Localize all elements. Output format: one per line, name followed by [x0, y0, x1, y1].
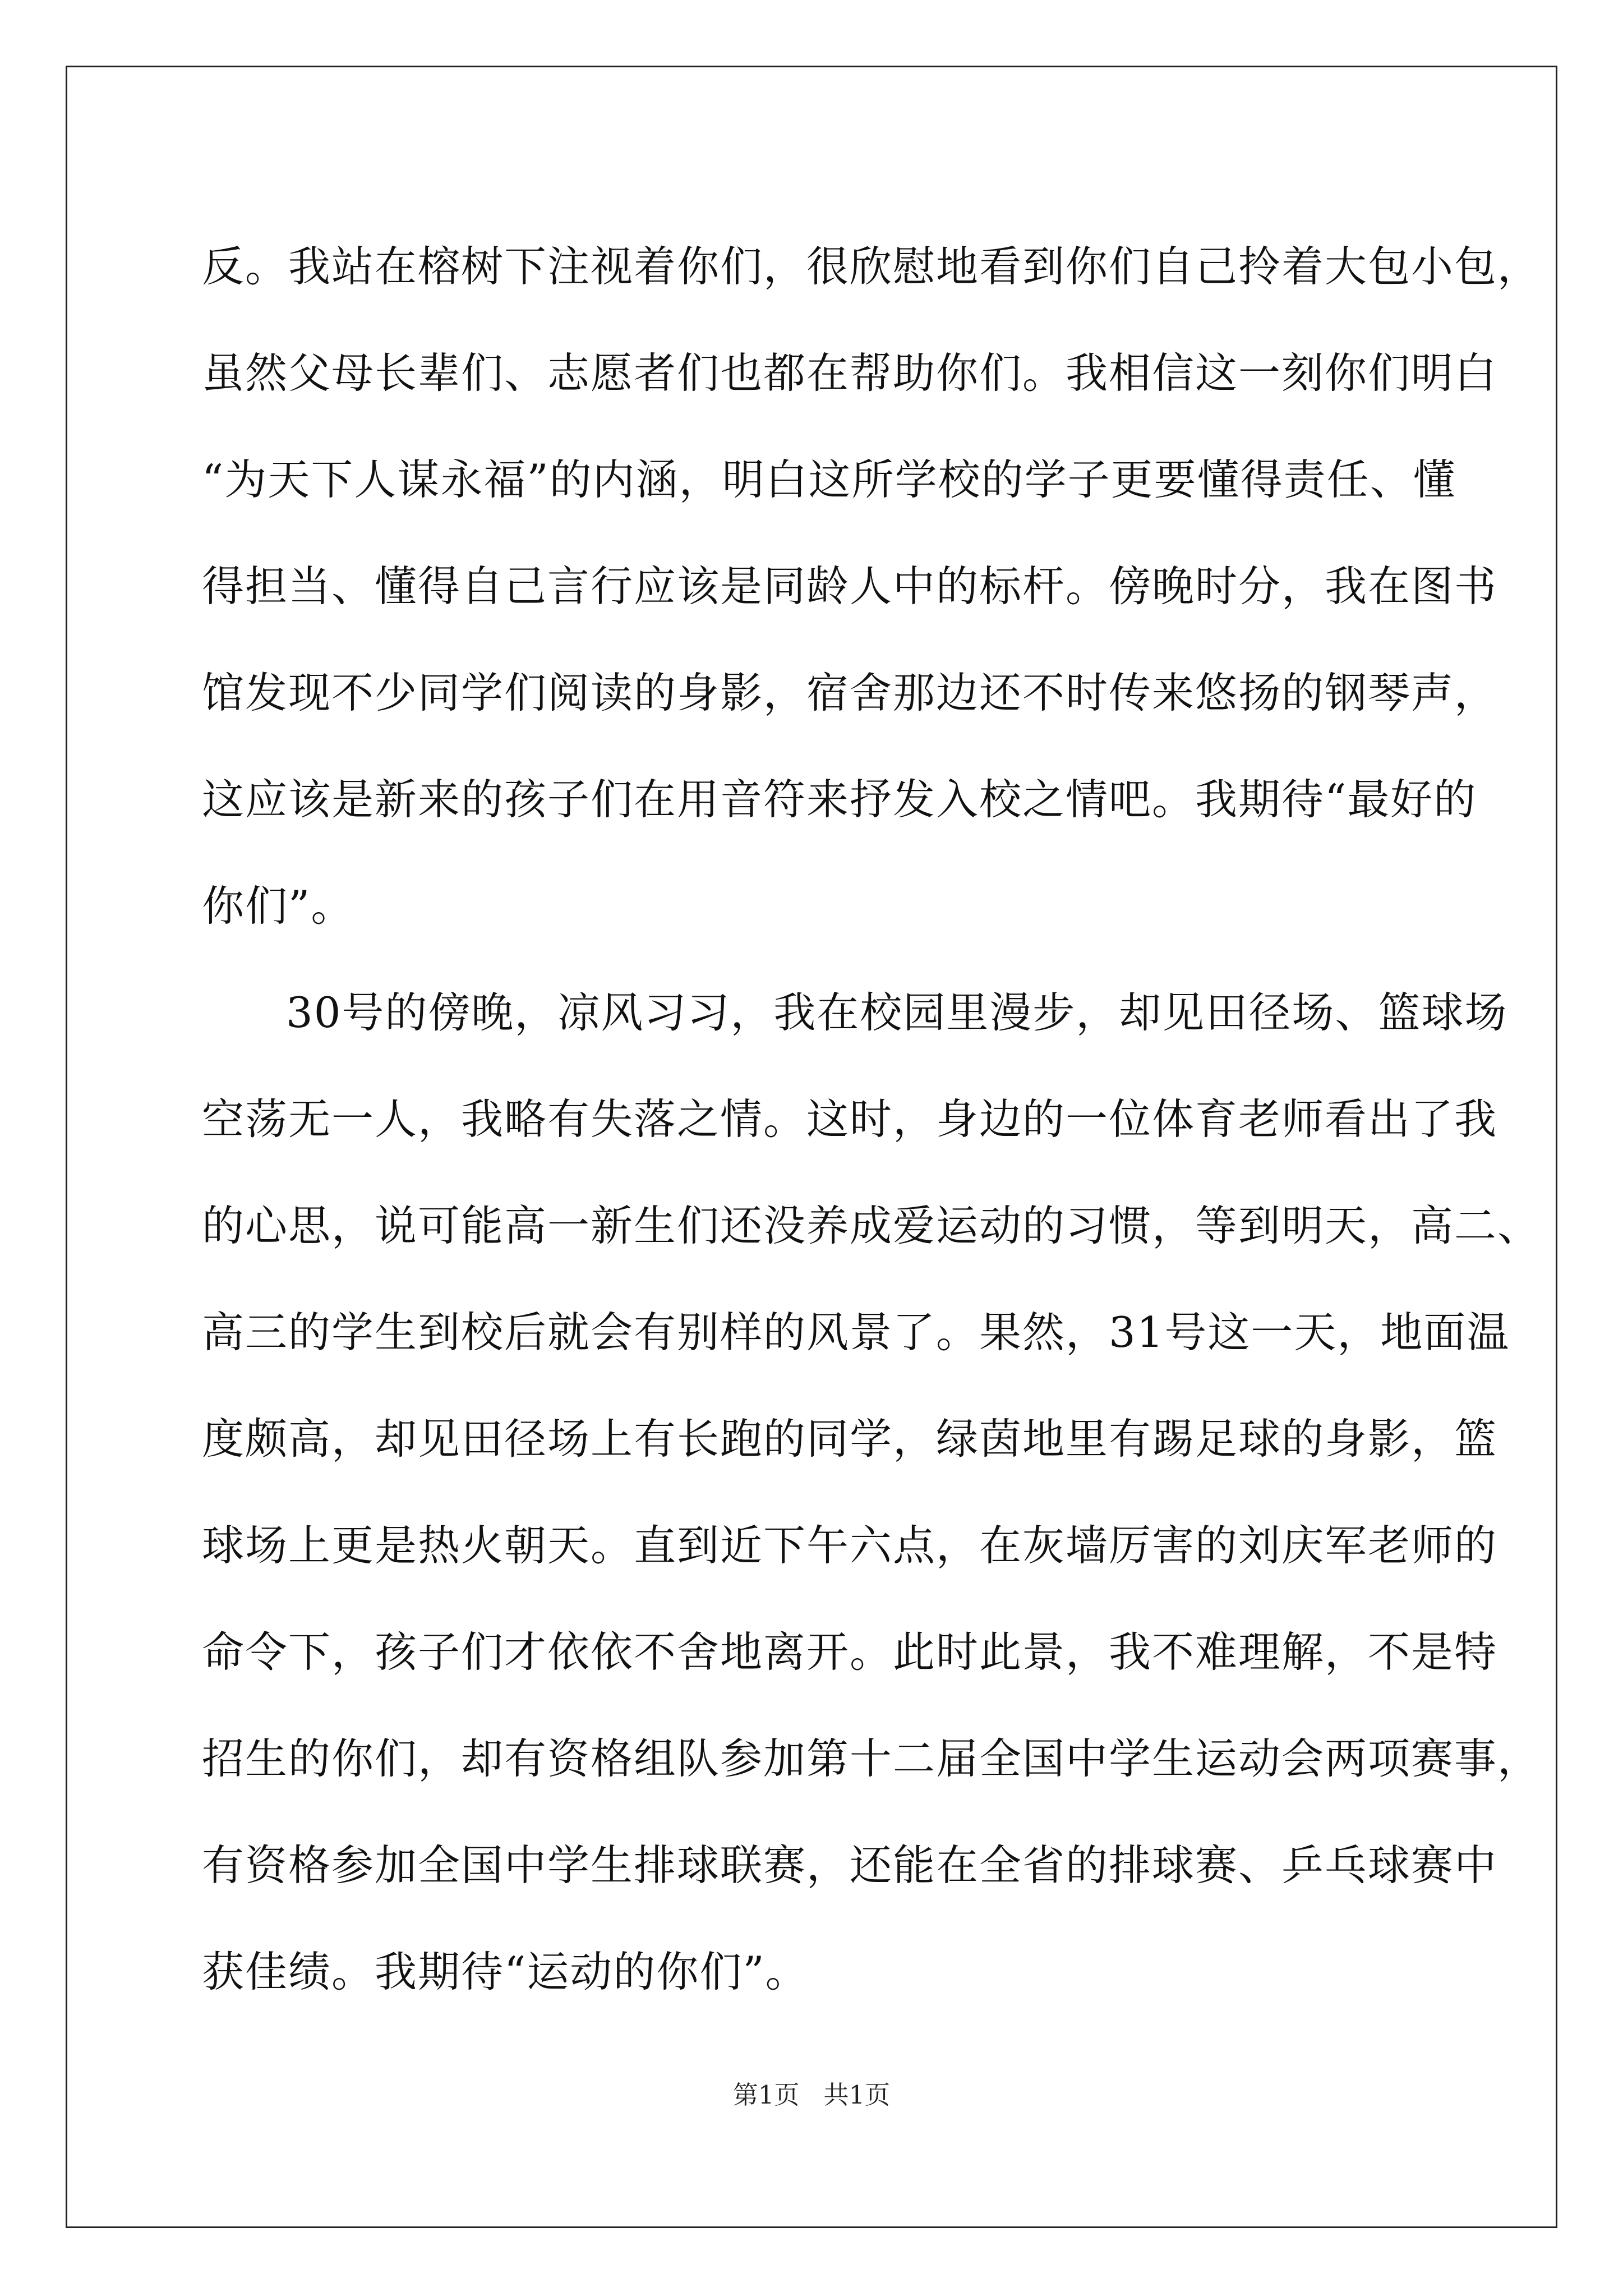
text-line-17: 获佳绩。我期待“运动的你们”。	[202, 1947, 809, 1996]
text-line-13: 球场上更是热火朝天。直到近下午六点，在灰墙厉害的刘庆军老师的	[202, 1521, 1498, 1570]
text-line-7: 你们”。	[202, 881, 354, 931]
page-total: 共1页	[823, 2080, 891, 2110]
text-line-5: 馆发现不少同学们阅读的身影，宿舍那边还不时传来悠扬的钢琴声，	[202, 668, 1498, 717]
document-body	[202, 213, 1541, 2025]
text-line-4: 得担当、懂得自己言行应该是同龄人中的标杆。傍晚时分，我在图书	[202, 562, 1498, 611]
page-number: 第1页	[732, 2080, 800, 2110]
text-line-10: 的心思，说可能高一新生们还没养成爱运动的习惯，等到明天，高二、	[202, 1201, 1541, 1250]
text-line-9: 空荡无一人，我略有失落之情。这时，身边的一位体育老师看出了我	[202, 1094, 1498, 1144]
text-line-3: “为天下人谋永福”的内涵，明白这所学校的学子更要懂得责任、懂	[202, 455, 1456, 504]
text-line-15: 招生的你们，却有资格组队参加第十二届全国中学生运动会两项赛事，	[202, 1734, 1541, 1783]
text-line-6: 这应该是新来的孩子们在用音符来抒发入校之情吧。我期待“最好的	[202, 775, 1477, 824]
text-line-12: 度颇高，却见田径场上有长跑的同学，绿茵地里有踢足球的身影，篮	[202, 1414, 1498, 1464]
page-footer	[0, 2078, 1623, 2112]
text-line-16: 有资格参加全国中学生排球联赛，还能在全省的排球赛、乒乓球赛中	[202, 1841, 1498, 1890]
text-line-2: 虽然父母长辈们、志愿者们也都在帮助你们。我相信这一刻你们明白	[202, 348, 1498, 398]
text-line-8: 30号的傍晚，凉风习习，我在校园里漫步，却见田径场、篮球场	[286, 988, 1508, 1037]
text-line-11: 高三的学生到校后就会有别样的风景了。果然，31号这一天，地面温	[202, 1308, 1510, 1357]
text-line-1: 反。我站在榕树下注视着你们，很欣慰地看到你们自己拎着大包小包，	[202, 242, 1541, 291]
text-line-14: 命令下，孩子们才依依不舍地离开。此时此景，我不难理解，不是特	[202, 1627, 1498, 1677]
